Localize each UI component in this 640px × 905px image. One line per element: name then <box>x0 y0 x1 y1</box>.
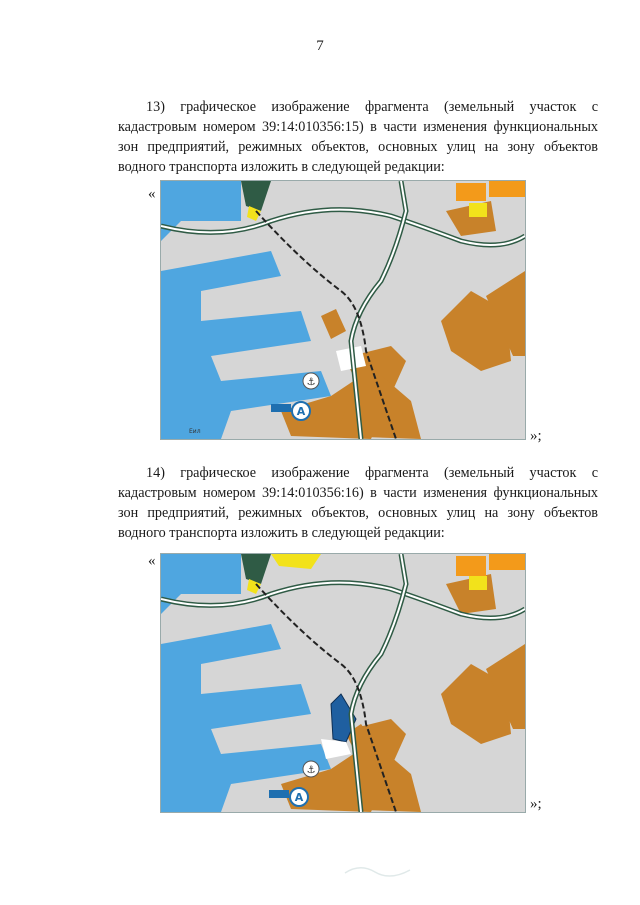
svg-text:A: A <box>296 405 306 418</box>
map-fragment-14 <box>160 553 526 813</box>
residential-block <box>469 576 487 590</box>
map-street-label: Еил <box>189 428 201 435</box>
bus-station-icon-a <box>290 788 308 806</box>
quote-close-13: »; <box>530 428 542 444</box>
bus-marker <box>269 790 289 798</box>
paragraph-item-14 <box>118 463 598 543</box>
faint-stamp-mark <box>340 858 420 880</box>
residential-block <box>456 556 486 576</box>
quote-open-14: « <box>148 553 156 569</box>
map-14-svg <box>161 554 525 812</box>
map-fragment-13 <box>160 180 526 440</box>
svg-text:⚓: ⚓ <box>306 765 316 776</box>
paragraph-item-13-text: 13) графическое изображение фрагмента (земельный участок с кадастровым номером 39:14:010356:15) в части изменения функциональных зон предприятий, режимных объектов, основных улиц на зону объектов водного транспорта изложить в следующей редакции: <box>118 99 598 175</box>
bus-station-icon-a <box>292 402 310 420</box>
svg-text:⚓: ⚓ <box>306 377 316 388</box>
residential-block <box>469 203 487 217</box>
quote-open-13: « <box>148 186 156 202</box>
quote-close-14: »; <box>530 796 542 812</box>
anchor-icon <box>303 761 319 777</box>
bus-marker <box>271 404 291 412</box>
residential-block <box>456 183 486 201</box>
page-number: 7 <box>316 38 324 54</box>
svg-text:A: A <box>294 791 304 804</box>
anchor-icon <box>303 373 319 389</box>
residential-block <box>489 554 525 570</box>
map-13-svg <box>161 181 525 439</box>
paragraph-item-14-text: 14) графическое изображение фрагмента (земельный участок с кадастровым номером 39:14:010356:16) в части изменения функциональных зон предприятий, режимных объектов, основных улиц на зону объектов водного транспорта изложить в следующей редакции: <box>118 465 598 541</box>
residential-block <box>489 181 525 197</box>
paragraph-item-13 <box>118 97 598 177</box>
